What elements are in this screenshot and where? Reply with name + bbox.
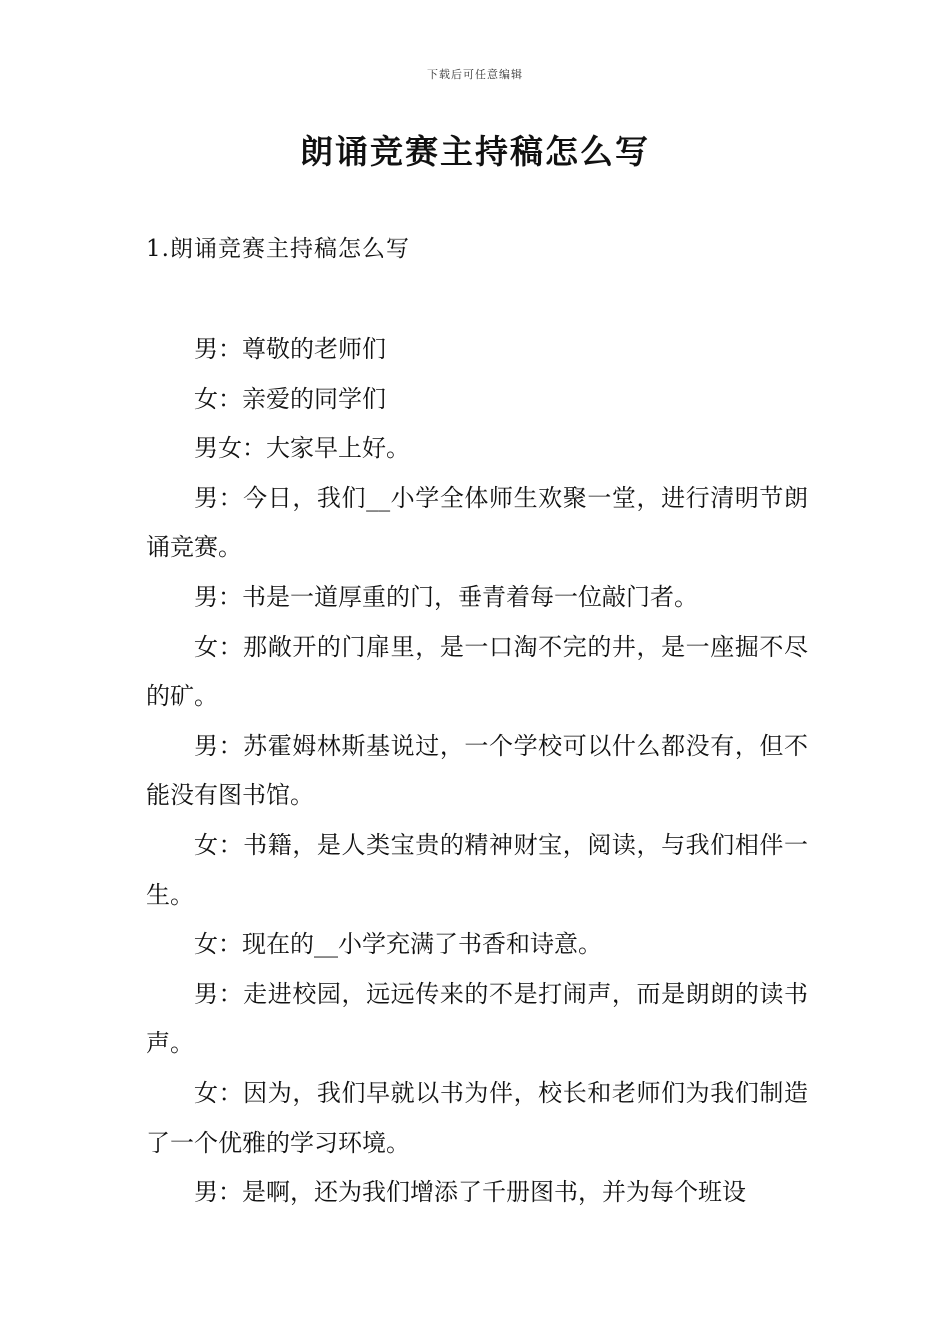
paragraph: 女：现在的__小学充满了书香和诗意。 <box>194 930 602 959</box>
paragraph: 女：那敞开的门扉里，是一口淘不完的井，是一座掘不尽的矿。 <box>146 632 808 711</box>
paragraph: 女：因为，我们早就以书为伴，校长和老师们为我们制造了一个优雅的学习环境。 <box>146 1078 808 1157</box>
paragraph: 女：书籍，是人类宝贵的精神财宝，阅读，与我们相伴一生。 <box>146 830 808 909</box>
document-body <box>146 325 808 1218</box>
paragraph: 男：今日，我们__小学全体师生欢聚一堂，进行清明节朗诵竞赛。 <box>146 483 808 562</box>
section-heading: 1.朗诵竞赛主持稿怎么写 <box>146 236 410 262</box>
header-note: 下载后可任意编辑 <box>427 68 523 81</box>
paragraph: 男：走进校园，远远传来的不是打闹声，而是朗朗的读书声。 <box>146 979 808 1058</box>
paragraph: 男：苏霍姆林斯基说过，一个学校可以什么都没有，但不能没有图书馆。 <box>146 731 808 810</box>
paragraph: 男：尊敬的老师们 <box>194 335 386 363</box>
paragraph: 男：是啊，还为我们增添了千册图书，并为每个班设 <box>194 1178 746 1207</box>
document-title: 朗诵竞赛主持稿怎么写 <box>300 132 650 171</box>
paragraph: 男女：大家早上好。 <box>194 434 410 463</box>
paragraph: 女：亲爱的同学们 <box>194 384 386 413</box>
paragraph: 男：书是一道厚重的门，垂青着每一位敲门者。 <box>194 582 698 611</box>
